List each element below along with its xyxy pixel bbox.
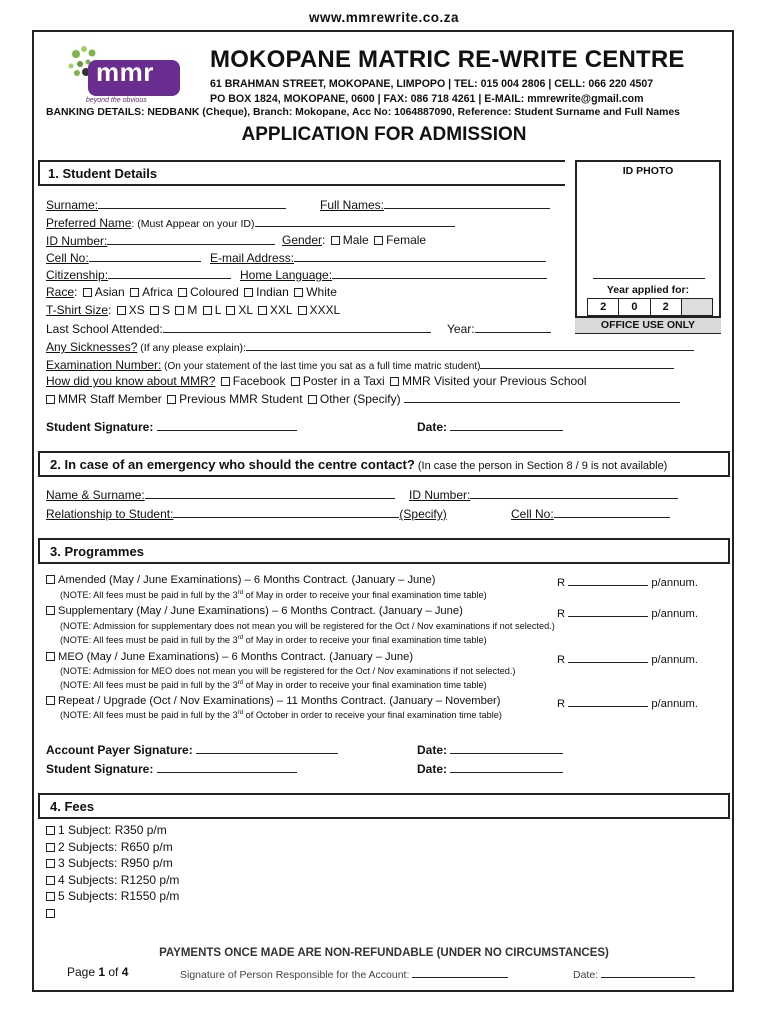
year-digit[interactable]: 0: [619, 299, 650, 315]
footer-date-field[interactable]: [601, 966, 695, 978]
home-language-label: Home Language:: [240, 268, 333, 282]
female-checkbox[interactable]: [374, 236, 383, 245]
fee-checkbox[interactable]: [46, 892, 55, 901]
year-digit[interactable]: 2: [651, 299, 682, 315]
exam-number-label: Examination Number:: [46, 358, 162, 372]
office-use-only: OFFICE USE ONLY: [575, 316, 721, 333]
tshirt-label: T-Shirt Size: [46, 303, 109, 317]
preferred-name-field[interactable]: [255, 215, 455, 227]
year-applied-label: Year applied for:: [606, 284, 690, 296]
id-number-field[interactable]: [107, 233, 275, 245]
surname-label: Surname:: [46, 198, 99, 212]
price-repeat[interactable]: R p/annum.: [557, 695, 698, 710]
race-option: Coloured: [190, 285, 239, 299]
fee-checkbox[interactable]: [46, 859, 55, 868]
last-school-label: Last School Attended:: [46, 322, 163, 336]
emergency-id-label: ID Number:: [409, 488, 471, 502]
how-option: Other (Specify): [319, 392, 401, 406]
tshirt-checkbox-l[interactable]: [203, 306, 212, 315]
how-checkbox-facebook[interactable]: [221, 377, 230, 386]
race-option: Asian: [94, 285, 125, 299]
date-label: Date:: [417, 762, 448, 776]
year-label: Year:: [447, 322, 475, 336]
programme-label: MEO (May / June Examinations) – 6 Months Contract. (January – June): [58, 651, 414, 663]
date-field[interactable]: [450, 742, 563, 754]
programme-note: (NOTE: All fees must be paid in full by the 3rd of May in order to receive your final examination time table): [60, 590, 487, 601]
citizenship-field[interactable]: [108, 267, 231, 279]
programme-note: (NOTE: All fees must be paid in full by the 3rd of October in order to receive your final examination time table): [60, 710, 502, 721]
form-title: APPLICATION FOR ADMISSION: [241, 124, 527, 145]
non-refundable-notice: PAYMENTS ONCE MADE ARE NON-REFUNDABLE (UNDER NO CIRCUMSTANCES): [159, 947, 609, 959]
tshirt-option: XXL: [269, 303, 293, 317]
surname-field[interactable]: [98, 197, 286, 209]
logo-tagline: beyond the obvious: [86, 97, 147, 104]
id-photo-label: ID PHOTO: [622, 165, 674, 177]
emergency-cell-field[interactable]: [554, 506, 670, 518]
emergency-cell-label: Cell No:: [511, 507, 554, 521]
banking-details: BANKING DETAILS: NEDBANK (Cheque), Branch: Mokopane, Acc No: 1064887090, Reference: Student Surname and Full Names: [46, 107, 680, 118]
race-label: Race: [46, 285, 75, 299]
section-2-heading: [38, 451, 730, 477]
year-applied-boxes[interactable]: [587, 298, 713, 316]
sickness-label: Any Sicknesses?: [46, 340, 138, 354]
email-field[interactable]: [294, 250, 546, 262]
fee-option: 4 Subjects: R1250 p/m: [58, 872, 180, 887]
centre-title: MOKOPANE MATRIC RE-WRITE CENTRE: [210, 46, 685, 73]
race-option: White: [306, 285, 337, 299]
race-checkbox-asian[interactable]: [83, 288, 92, 297]
emergency-name-label: Name & Surname:: [46, 488, 145, 502]
section-4-heading: 4. Fees: [38, 793, 730, 819]
programme-note: (NOTE: Admission for supplementary does not mean you will be registered for the Oct / Nov examinations if not selected.): [60, 621, 555, 631]
section-1-heading: 1. Student Details: [38, 160, 565, 186]
programme-checkbox-meo[interactable]: [46, 652, 55, 661]
tshirt-option: S: [162, 303, 171, 317]
male-label: Male: [342, 233, 369, 247]
how-checkbox-taxi[interactable]: [291, 377, 300, 386]
fee-checkbox-blank[interactable]: [46, 909, 55, 918]
exam-number-note: (On your statement of the last time you sat as a full time matric student): [161, 361, 481, 372]
fee-option: 1 Subject: R350 p/m: [58, 823, 167, 837]
tshirt-option: M: [187, 303, 198, 317]
sickness-note: (If any please explain):: [137, 342, 246, 354]
site-url: www.mmrewrite.co.za: [308, 10, 460, 25]
how-checkbox-school[interactable]: [390, 377, 399, 386]
student-signature-label: Student Signature:: [46, 762, 154, 776]
page-number: Page 1 of 4: [67, 965, 129, 979]
programme-label: Amended (May / June Examinations) – 6 Months Contract. (January – June): [58, 574, 436, 586]
gender-colon: :: [322, 233, 326, 247]
footer-date-label: Date:: [573, 969, 599, 981]
preferred-name-note: : (Must Appear on your ID): [131, 218, 255, 230]
fee-checkbox[interactable]: [46, 843, 55, 852]
race-option: Africa: [142, 285, 173, 299]
price-amended[interactable]: R p/annum.: [557, 574, 698, 589]
date-label: Date:: [417, 743, 448, 757]
how-checkbox-staff[interactable]: [46, 395, 55, 404]
gender-label: Gender: [282, 233, 323, 247]
last-school-field[interactable]: [163, 321, 431, 333]
tshirt-colon: :: [108, 303, 112, 317]
tshirt-checkbox-xxl[interactable]: [258, 306, 267, 315]
tshirt-option: XS: [128, 303, 145, 317]
sickness-field[interactable]: [246, 339, 694, 351]
account-payer-label: Account Payer Signature:: [46, 743, 193, 757]
male-checkbox[interactable]: [331, 236, 340, 245]
fee-option: 5 Subjects: R1550 p/m: [58, 889, 180, 903]
cell-no-label: Cell No:: [46, 251, 89, 265]
full-names-label: Full Names:: [320, 198, 385, 212]
programme-checkbox-supplementary[interactable]: [46, 606, 55, 615]
race-checkbox-coloured[interactable]: [178, 288, 187, 297]
how-checkbox-previous[interactable]: [167, 395, 176, 404]
tshirt-checkbox-s[interactable]: [150, 306, 159, 315]
address-line-1: 61 BRAHMAN STREET, MOKOPANE, LIMPOPO | TEL: 015 004 2806 | CELL: 066 220 4507: [210, 78, 654, 90]
tshirt-checkbox-m[interactable]: [175, 306, 184, 315]
student-signature-label: Student Signature:: [46, 420, 154, 434]
account-payer-field[interactable]: [196, 742, 338, 754]
full-names-field[interactable]: [384, 197, 550, 209]
cell-no-field[interactable]: [89, 250, 201, 262]
tshirt-checkbox-xs[interactable]: [117, 306, 126, 315]
programme-checkbox-repeat[interactable]: [46, 696, 55, 705]
how-option: Previous MMR Student: [179, 392, 303, 406]
date-label: Date:: [417, 420, 448, 434]
fee-checkbox[interactable]: [46, 876, 55, 885]
address-line-2: PO BOX 1824, MOKOPANE, 0600 | FAX: 086 718 4261 | E-MAIL: mmrewrite@gmail.com: [210, 93, 644, 105]
emergency-name-field[interactable]: [145, 487, 395, 499]
photo-signature-line: [593, 278, 705, 279]
how-option: Poster in a Taxi: [302, 374, 385, 388]
programme-label: Repeat / Upgrade (Oct / Nov Examinations) – 11 Months Contract. (January – November): [58, 695, 501, 707]
relationship-label: Relationship to Student:: [46, 507, 174, 521]
date-field[interactable]: [450, 761, 563, 773]
programme-label: Supplementary (May / June Examinations) – 6 Months Contract. (January – June): [58, 605, 463, 617]
home-language-field[interactable]: [332, 267, 547, 279]
relationship-field[interactable]: [173, 506, 399, 518]
programme-note: (NOTE: All fees must be paid in full by the 3rd of May in order to receive your final examination time table): [60, 635, 487, 646]
price-meo[interactable]: R p/annum.: [557, 651, 698, 666]
student-signature-field[interactable]: [157, 419, 297, 431]
programme-note: (NOTE: Admission for MEO does not mean you will be registered for the Oct / Nov examinations if not selected.): [60, 666, 516, 676]
footer-signature-field[interactable]: [412, 966, 508, 978]
tshirt-checkbox-xl[interactable]: [226, 306, 235, 315]
tshirt-checkbox-xxxl[interactable]: [298, 306, 307, 315]
year-field[interactable]: [475, 321, 551, 333]
how-option: MMR Staff Member: [58, 392, 162, 406]
price-supplementary[interactable]: R p/annum.: [557, 605, 698, 620]
fee-option: 3 Subjects: R950 p/m: [58, 856, 173, 870]
tshirt-option: L: [214, 303, 221, 317]
student-signature-field[interactable]: [157, 761, 297, 773]
fee-checkbox[interactable]: [46, 826, 55, 835]
exam-number-field[interactable]: [480, 357, 674, 369]
id-photo-box[interactable]: [575, 160, 721, 334]
programme-checkbox-amended[interactable]: [46, 575, 55, 584]
how-checkbox-other[interactable]: [308, 395, 317, 404]
specify-label: (Specify): [399, 507, 447, 521]
year-digit[interactable]: [682, 299, 712, 315]
how-other-field[interactable]: [404, 391, 680, 403]
race-checkbox-indian[interactable]: [244, 288, 253, 297]
female-label: Female: [386, 233, 427, 247]
how-option: MMR Visited your Previous School: [401, 374, 587, 388]
programme-note: (NOTE: All fees must be paid in full by the 3rd of May in order to receive your final examination time table): [60, 680, 487, 691]
section-2-title: 2. In case of an emergency who should the centre contact?: [50, 457, 415, 472]
email-label: E-mail Address:: [210, 251, 295, 265]
how-option: Facebook: [232, 374, 286, 388]
year-digit[interactable]: 2: [588, 299, 619, 315]
section-2-note: (In case the person in Section 8 / 9 is not available): [414, 460, 668, 472]
preferred-name-label: Preferred Name: [46, 216, 132, 230]
tshirt-option: XXXL: [309, 303, 341, 317]
date-field[interactable]: [450, 419, 563, 431]
logo-text: mmr: [96, 57, 154, 87]
emergency-id-field[interactable]: [470, 487, 678, 499]
footer-signature-label: Signature of Person Responsible for the Account:: [180, 969, 410, 981]
race-checkbox-africa[interactable]: [130, 288, 139, 297]
citizenship-label: Citizenship:: [46, 268, 109, 282]
tshirt-option: XL: [238, 303, 253, 317]
race-colon: :: [74, 285, 78, 299]
how-know-label: How did you know about MMR?: [46, 374, 216, 388]
fee-option: 2 Subjects: R650 p/m: [58, 839, 173, 854]
id-number-label: ID Number:: [46, 234, 108, 248]
race-option: Indian: [256, 285, 289, 299]
race-checkbox-white[interactable]: [294, 288, 303, 297]
section-3-heading: 3. Programmes: [38, 538, 730, 564]
